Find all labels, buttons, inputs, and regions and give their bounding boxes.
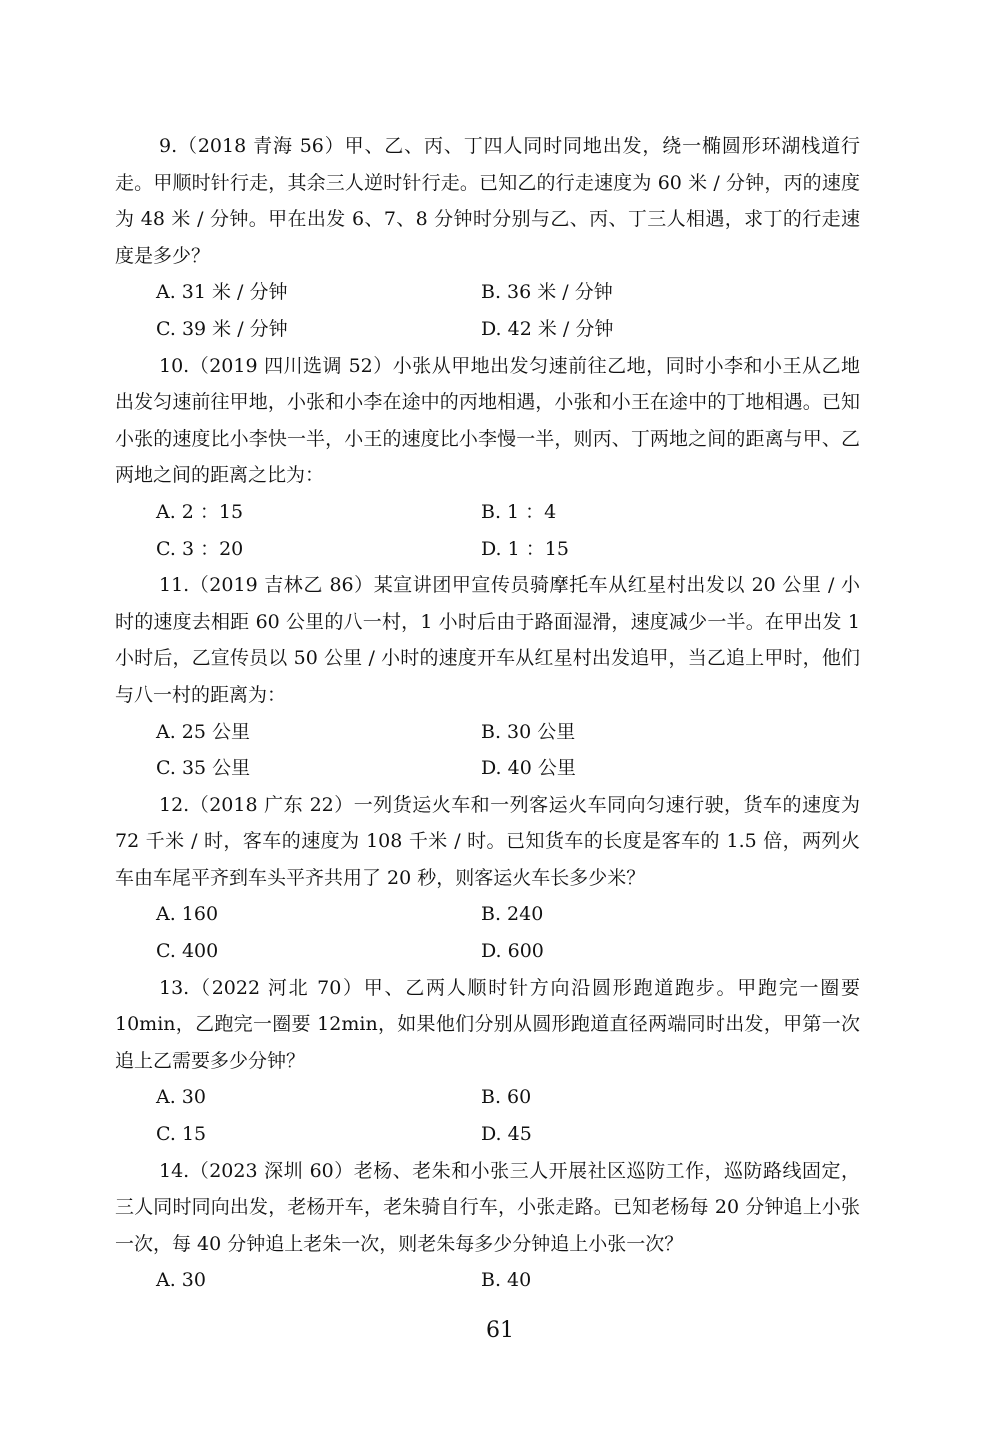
question-text: 11.（2019 吉林乙 86）某宣讲团甲宣传员骑摩托车从红星村出发以 20 公里 / 小时的速度去相距 60 公里的八一村，1 小时后由于路面湿滑，速度减少一半。在甲出发 1 小时后，乙宣传员以 50 公里 / 小时的速度开车从红星村出发追甲，当乙追上甲时，他们与八一村的距离为： [115,574,860,706]
question-10 [115,348,860,568]
option-b: B. 240 [481,903,544,926]
option-b: B. 30 公里 [481,720,576,743]
option-a: A. 31 米 / 分钟 [156,281,288,304]
question-text: 10.（2019 四川选调 52）小张从甲地出发匀速前往乙地，同时小李和小王从乙地出发匀速前往甲地，小张和小李在途中的丙地相遇，小张和小王在途中的丁地相遇。已知小张的速度比小李快一半，小王的速度比小李慢一半，则丙、丁两地之间的距离与甲、乙两地之间的距离之比为： [115,354,860,487]
option-c: C. 400 [156,940,219,963]
option-list [115,494,860,567]
option-list [115,714,860,787]
option-d: D. 40 公里 [481,757,576,780]
question-9 [115,128,860,348]
question-text: 13.（2022 河北 70）甲、乙两人顺时针方向沿圆形跑道跑步。甲跑完一圈要 10min，乙跑完一圈要 12min，如果他们分别从圆形跑道直径两端同时出发，甲第一次追上乙需要多少分钟？ [115,976,860,1072]
option-d: D. 1 ：15 [481,537,569,560]
question-text: 9.（2018 青海 56）甲、乙、丙、丁四人同时同地出发，绕一椭圆形环湖栈道行走。甲顺时针行走，其余三人逆时针行走。已知乙的行走速度为 60 米 / 分钟，丙的速度为 48 米 / 分钟。甲在出发 6、7、8 分钟时分别与乙、丙、丁三人相遇，求丁的行走速度是多少？ [115,135,860,267]
option-a: A. 30 [156,1269,206,1292]
option-c: C. 3 ：20 [156,537,244,560]
option-a: A. 30 [156,1086,206,1109]
option-d: D. 600 [481,940,544,963]
option-a: A. 160 [156,903,219,926]
option-b: B. 60 [481,1086,532,1109]
option-c: C. 39 米 / 分钟 [156,317,288,340]
question-text: 14.（2023 深圳 60）老杨、老朱和小张三人开展社区巡防工作，巡防路线固定，三人同时同向出发，老杨开车，老朱骑自行车，小张走路。已知老杨每 20 分钟追上小张一次，每 40 分钟追上老朱一次，则老朱每多少分钟追上小张一次？ [115,1159,860,1255]
question-12 [115,787,860,970]
option-list [115,274,860,347]
option-b: B. 1 ：4 [481,500,557,523]
question-14 [115,1153,860,1299]
question-text: 12.（2018 广东 22）一列货运火车和一列客运火车同向匀速行驶，货车的速度为 72 千米 / 时，客车的速度为 108 千米 / 时。已知货车的长度是客车的 1.5 倍，两列火车由车尾平齐到车头平齐共用了 20 秒，则客运火车长多少米？ [115,793,860,889]
option-b: B. 36 米 / 分钟 [481,281,613,304]
question-13 [115,970,860,1153]
option-a: A. 25 公里 [156,720,251,743]
question-11 [115,567,860,787]
page-number: 61 [486,1318,514,1343]
option-list [115,1262,860,1299]
option-a: A. 2 ：15 [156,500,244,523]
question-list [115,128,860,1299]
option-d: D. 42 米 / 分钟 [481,317,614,340]
option-c: C. 35 公里 [156,757,251,780]
option-c: C. 15 [156,1123,207,1146]
option-d: D. 45 [481,1123,532,1146]
option-list [115,896,860,969]
option-b: B. 40 [481,1269,532,1292]
option-list [115,1079,860,1152]
